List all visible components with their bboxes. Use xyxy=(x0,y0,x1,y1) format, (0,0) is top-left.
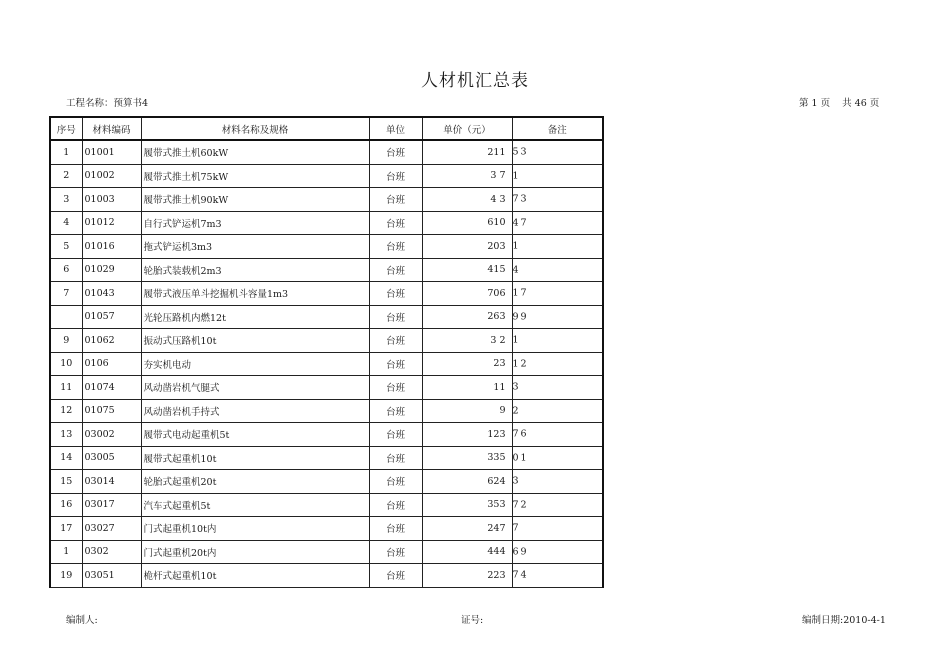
price-integer: 3 2 xyxy=(490,334,506,346)
price-decimal: 53 xyxy=(512,146,529,158)
material-name: 光轮压路机内燃12t xyxy=(141,305,369,329)
preparer-label: 编制人: xyxy=(66,615,98,626)
table-row xyxy=(50,493,603,517)
material-name: 风动凿岩机气腿式 xyxy=(141,376,369,400)
row-number: 12 xyxy=(50,399,82,423)
material-name: 振动式压路机10t xyxy=(141,329,369,353)
price-decimal: 17 xyxy=(512,287,529,299)
price-integer: 4 3 xyxy=(490,193,506,205)
material-name: 轮胎式起重机20t xyxy=(141,470,369,494)
note xyxy=(512,399,603,423)
material-code: 01057 xyxy=(82,305,141,329)
material-name: 履带式推土机90kW xyxy=(141,188,369,212)
table-row xyxy=(50,305,603,329)
row-number: 15 xyxy=(50,470,82,494)
unit: 台班 xyxy=(369,446,422,470)
price-decimal: 12 xyxy=(512,358,529,370)
price-decimal: 7 xyxy=(512,522,521,534)
price-decimal: 3 xyxy=(512,381,521,393)
price-integer: 123 xyxy=(487,428,506,440)
material-name: 汽车式起重机5t xyxy=(141,493,369,517)
row-number: 1 xyxy=(50,540,82,564)
price-integer: 9 xyxy=(499,405,506,417)
unit: 台班 xyxy=(369,164,422,188)
unit-price xyxy=(422,564,529,588)
table-row xyxy=(50,446,603,470)
unit: 台班 xyxy=(369,305,422,329)
row-number: 9 xyxy=(50,329,82,353)
price-integer: 624 xyxy=(487,475,506,487)
price-decimal: 76 xyxy=(512,428,529,440)
material-code: 0302 xyxy=(82,540,141,564)
material-name: 风动凿岩机手持式 xyxy=(141,399,369,423)
price-decimal: 2 xyxy=(512,405,521,417)
unit-price xyxy=(422,329,521,353)
unit-price xyxy=(422,164,521,188)
unit-price xyxy=(422,517,521,541)
material-name: 桅杆式起重机10t xyxy=(141,564,369,588)
material-name: 拖式铲运机3m3 xyxy=(141,235,369,259)
material-code: 01003 xyxy=(82,188,141,212)
material-code: 01062 xyxy=(82,329,141,353)
row-number: 3 xyxy=(50,188,82,212)
table-row xyxy=(50,564,603,588)
note xyxy=(512,235,603,259)
material-name: 履带式推土机60kW xyxy=(141,140,369,164)
table-row xyxy=(50,140,603,164)
material-name: 门式起重机10t内 xyxy=(141,517,369,541)
price-decimal: 1 xyxy=(512,240,521,252)
price-decimal: 3 xyxy=(512,475,521,487)
unit: 台班 xyxy=(369,235,422,259)
material-code: 01002 xyxy=(82,164,141,188)
unit: 台班 xyxy=(369,140,422,164)
price-integer: 203 xyxy=(487,240,506,252)
header-price: 单价（元） xyxy=(422,117,512,140)
unit: 台班 xyxy=(369,423,422,447)
unit: 台班 xyxy=(369,540,422,564)
note xyxy=(512,258,603,282)
unit-price xyxy=(422,188,529,212)
table-body xyxy=(50,140,603,587)
material-code: 01074 xyxy=(82,376,141,400)
price-integer: 211 xyxy=(487,146,506,158)
unit-price xyxy=(422,258,521,282)
header-no: 序号 xyxy=(50,117,82,140)
row-number: 5 xyxy=(50,235,82,259)
table-row xyxy=(50,517,603,541)
table-row xyxy=(50,352,603,376)
materials-table xyxy=(49,116,604,588)
material-name: 履带式电动起重机5t xyxy=(141,423,369,447)
price-decimal: 4 xyxy=(512,264,521,276)
table-row xyxy=(50,399,603,423)
material-code: 0106 xyxy=(82,352,141,376)
note xyxy=(512,470,603,494)
unit-price xyxy=(422,446,529,470)
material-code: 03017 xyxy=(82,493,141,517)
header-name: 材料名称及规格 xyxy=(141,117,369,140)
price-integer: 11 xyxy=(493,381,506,393)
unit: 台班 xyxy=(369,493,422,517)
table-header-row xyxy=(50,117,603,140)
unit-price xyxy=(422,140,529,164)
unit: 台班 xyxy=(369,258,422,282)
row-number xyxy=(50,305,82,329)
table-row xyxy=(50,164,603,188)
unit: 台班 xyxy=(369,517,422,541)
unit: 台班 xyxy=(369,211,422,235)
price-integer: 23 xyxy=(493,358,506,370)
material-name: 门式起重机20t内 xyxy=(141,540,369,564)
material-name: 夯实机电动 xyxy=(141,352,369,376)
unit-price xyxy=(422,376,521,400)
table-row xyxy=(50,188,603,212)
unit: 台班 xyxy=(369,329,422,353)
table-row xyxy=(50,470,603,494)
table-row xyxy=(50,211,603,235)
material-code: 01043 xyxy=(82,282,141,306)
price-decimal: 74 xyxy=(512,569,529,581)
header-code: 材料编码 xyxy=(82,117,141,140)
table-row xyxy=(50,540,603,564)
row-number: 7 xyxy=(50,282,82,306)
material-code: 03002 xyxy=(82,423,141,447)
price-integer: 263 xyxy=(487,311,506,323)
row-number: 11 xyxy=(50,376,82,400)
material-code: 01029 xyxy=(82,258,141,282)
price-decimal: 1 xyxy=(512,170,521,182)
row-number: 14 xyxy=(50,446,82,470)
price-integer: 3 7 xyxy=(490,170,506,182)
unit-price xyxy=(422,235,521,259)
table-row xyxy=(50,258,603,282)
table-row xyxy=(50,329,603,353)
material-name: 履带式液压单斗挖掘机斗容量1m3 xyxy=(141,282,369,306)
material-code: 01012 xyxy=(82,211,141,235)
table-row xyxy=(50,282,603,306)
price-integer: 444 xyxy=(487,546,506,558)
note xyxy=(512,164,603,188)
unit-price xyxy=(422,423,529,447)
unit: 台班 xyxy=(369,564,422,588)
page-info: 第 1 页 共 46 页 xyxy=(799,98,880,109)
material-name: 履带式起重机10t xyxy=(141,446,369,470)
unit: 台班 xyxy=(369,352,422,376)
material-code: 03027 xyxy=(82,517,141,541)
price-decimal: 69 xyxy=(512,546,529,558)
unit: 台班 xyxy=(369,470,422,494)
unit-price xyxy=(422,470,521,494)
note xyxy=(512,517,603,541)
header-note: 备注 xyxy=(512,117,603,140)
price-integer: 706 xyxy=(487,287,506,299)
unit-price xyxy=(422,493,529,517)
row-number: 13 xyxy=(50,423,82,447)
row-number: 10 xyxy=(50,352,82,376)
unit: 台班 xyxy=(369,399,422,423)
table-row xyxy=(50,376,603,400)
price-integer: 335 xyxy=(487,452,506,464)
page-title: 人材机汇总表 xyxy=(421,71,529,91)
price-decimal: 47 xyxy=(512,217,529,229)
unit-price xyxy=(422,305,529,329)
row-number: 17 xyxy=(50,517,82,541)
row-number: 4 xyxy=(50,211,82,235)
price-decimal: 72 xyxy=(512,499,529,511)
unit-price xyxy=(422,211,529,235)
unit-price xyxy=(422,352,529,376)
price-integer: 610 xyxy=(487,217,506,229)
table-row xyxy=(50,235,603,259)
material-code: 03005 xyxy=(82,446,141,470)
material-code: 01075 xyxy=(82,399,141,423)
row-number: 6 xyxy=(50,258,82,282)
material-name: 履带式推土机75kW xyxy=(141,164,369,188)
price-decimal: 99 xyxy=(512,311,529,323)
prepared-date: 编制日期:2010-4-1 xyxy=(802,615,886,626)
price-integer: 223 xyxy=(487,569,506,581)
price-integer: 247 xyxy=(487,522,506,534)
unit: 台班 xyxy=(369,282,422,306)
material-name: 自行式铲运机7m3 xyxy=(141,211,369,235)
price-integer: 415 xyxy=(487,264,506,276)
price-decimal: 1 xyxy=(512,334,521,346)
row-number: 1 xyxy=(50,140,82,164)
unit-price xyxy=(422,540,529,564)
row-number: 19 xyxy=(50,564,82,588)
row-number: 2 xyxy=(50,164,82,188)
table-row xyxy=(50,423,603,447)
unit: 台班 xyxy=(369,188,422,212)
material-code: 01016 xyxy=(82,235,141,259)
unit-price xyxy=(422,399,521,423)
note xyxy=(512,376,603,400)
unit-price xyxy=(422,282,529,306)
row-number: 16 xyxy=(50,493,82,517)
price-decimal: 01 xyxy=(512,452,529,464)
header-unit: 单位 xyxy=(369,117,422,140)
material-code: 03014 xyxy=(82,470,141,494)
price-integer: 353 xyxy=(487,499,506,511)
certificate-label: 证号: xyxy=(461,615,484,626)
material-name: 轮胎式装载机2m3 xyxy=(141,258,369,282)
material-code: 03051 xyxy=(82,564,141,588)
note xyxy=(512,329,603,353)
price-decimal: 73 xyxy=(512,193,529,205)
material-code: 01001 xyxy=(82,140,141,164)
unit: 台班 xyxy=(369,376,422,400)
project-name: 工程名称：预算书4 xyxy=(66,98,149,109)
